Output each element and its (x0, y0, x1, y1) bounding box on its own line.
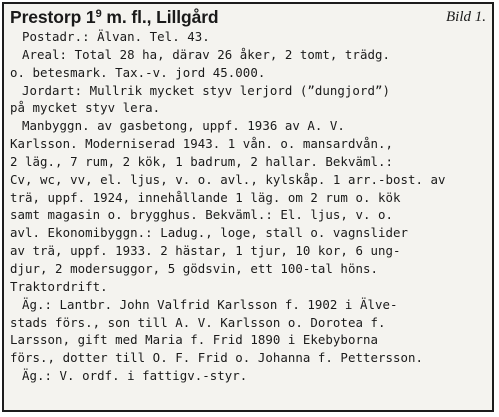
text-line: Manbyggn. av gasbetong, uppf. 1936 av A. V. (22, 118, 345, 134)
text-line: Äg.: Lantbr. John Valfrid Karlsson f. 1902 i Älve- (22, 296, 398, 312)
text-line: Areal: Total 28 ha, därav 26 åker, 2 tomt, trädg. (22, 46, 390, 62)
text-line: o. betesmark. Tax.-v. jord 45.000. (10, 64, 266, 80)
text-line: 2 läg., 7 rum, 2 kök, 1 badrum, 2 hallar. Bekväml.: (10, 153, 393, 169)
text-line: förs., dotter till O. F. Frid o. Johanna f. Pettersson. (10, 350, 424, 366)
text-line: Larsson, gift med Maria f. Frid 1890 i Ekebyborna (10, 332, 378, 348)
heading-name: Prestorp 1 (10, 7, 96, 27)
text-line: på mycket styv lera. (10, 100, 161, 116)
text-line: stads förs., son till A. V. Karlsson o. Dorotea f. (10, 314, 386, 330)
entry-heading (10, 7, 219, 27)
text-line: Äg.: V. ordf. i fattigv.-styr. (22, 368, 248, 384)
text-line: djur, 2 modersuggor, 5 gödsvin, ett 100-tal höns. (10, 260, 378, 276)
text-line: Cv, wc, vv, el. ljus, v. o. avl., kylskåp. 1 arr.-bost. av (10, 171, 446, 187)
text-line: Karlsson. Moderniserad 1943. 1 vån. o. mansardvån., (10, 136, 393, 152)
text-line: Postadr.: Älvan. Tel. 43. (22, 29, 210, 44)
figure-reference: Bild 1. (446, 9, 486, 25)
text-line: samt magasin o. brygghus. Bekväml.: El. ljus, v. o. (10, 207, 393, 223)
text-line: Traktordrift. (10, 278, 108, 294)
heading-superscript: 9 (95, 8, 102, 20)
entry-body (10, 28, 488, 385)
heading-line (10, 6, 488, 28)
heading-rest: m. fl., Lillgård (101, 7, 219, 27)
text-line: av trä, uppf. 1933. 2 hästar, 1 tjur, 10 kor, 6 ung- (10, 243, 401, 259)
text-line: trä, uppf. 1924, innehållande 1 läg. om 2 rum o. kök (10, 189, 401, 205)
text-line: Jordart: Mullrik mycket styv lerjord (”dungjord”) (22, 82, 390, 98)
entry-text (10, 6, 488, 385)
document-page (2, 2, 494, 412)
text-line: avl. Ekonomibyggn.: Ladug., loge, stall o. vagnslider (10, 225, 409, 241)
